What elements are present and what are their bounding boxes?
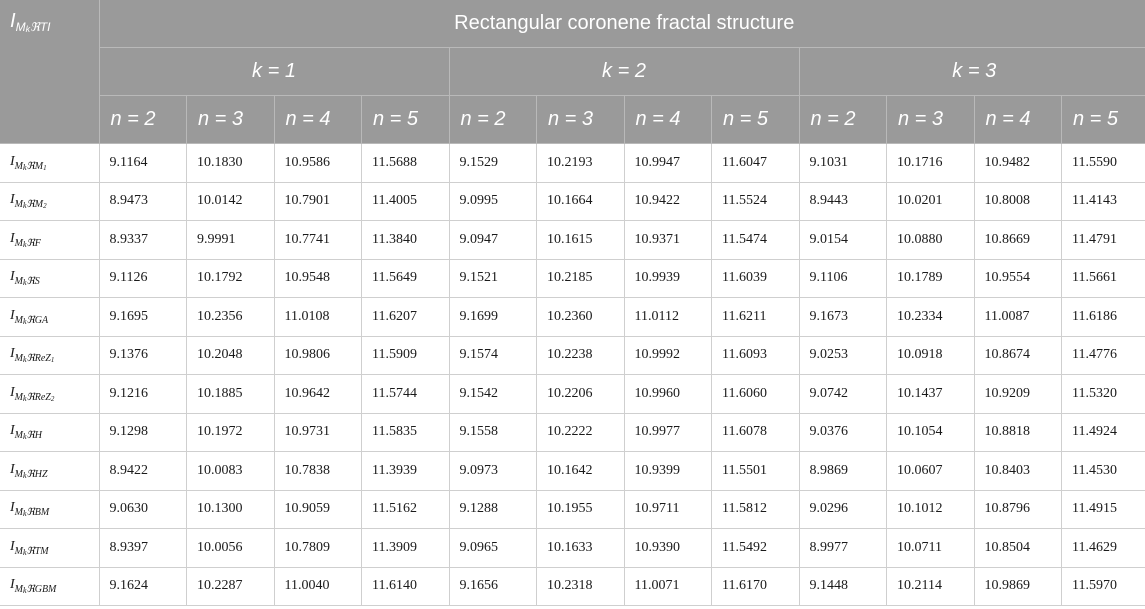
row-label-name: ℜHZ [26,468,48,480]
table-cell: 10.1054 [887,413,975,452]
row-label [0,567,99,606]
table-cell: 10.1789 [887,259,975,298]
table-cell: 11.3840 [362,221,450,260]
table-cell: 10.0201 [887,182,975,221]
table-cell: 10.8403 [974,452,1062,491]
table-cell: 11.6170 [712,567,800,606]
table-row [0,529,1145,568]
table-cell: 11.0040 [274,567,362,606]
row-label [0,375,99,414]
k-group-header: k = 3 [799,48,1145,96]
table-cell: 11.6047 [712,144,800,183]
table-cell: 9.1216 [99,375,187,414]
table-cell: 10.9399 [624,452,712,491]
table-cell: 10.1633 [537,529,625,568]
table-cell: 8.9443 [799,182,887,221]
table-cell: 9.1699 [449,298,537,337]
table-cell: 11.6078 [712,413,800,452]
table-cell: 10.7901 [274,182,362,221]
table-cell: 9.0947 [449,221,537,260]
row-label-prefix-subsub: k [23,239,27,249]
table-cell: 10.1437 [887,375,975,414]
table-cell: 10.1664 [537,182,625,221]
row-label [0,490,99,529]
row-label-prefix: I [10,577,15,593]
table-cell: 11.5492 [712,529,800,568]
table-cell: 11.5162 [362,490,450,529]
table-cell: 8.9869 [799,452,887,491]
table-cell: 11.5970 [1062,567,1145,606]
corner-subsub: k [25,24,31,34]
table-cell: 9.0995 [449,182,537,221]
table-cell: 10.0711 [887,529,975,568]
table-cell: 9.1673 [799,298,887,337]
table-cell: 10.9059 [274,490,362,529]
table-cell: 10.8674 [974,336,1062,375]
row-label-prefix-subsub: k [23,470,27,480]
row-label-prefix-sub: M [14,507,24,519]
row-label-prefix-subsub: k [23,547,27,557]
table-cell: 10.8669 [974,221,1062,260]
table-cell: 10.9731 [274,413,362,452]
table-cell: 9.0973 [449,452,537,491]
row-label [0,221,99,260]
table-cell: 10.2222 [537,413,625,452]
table-cell: 10.1885 [187,375,275,414]
table-cell: 11.5744 [362,375,450,414]
corner-label: I [10,10,16,32]
table-cell: 10.1716 [887,144,975,183]
table-cell: 9.1298 [99,413,187,452]
table-cell: 10.8818 [974,413,1062,452]
table-cell: 10.9371 [624,221,712,260]
table-cell: 10.1792 [187,259,275,298]
table-cell: 9.0742 [799,375,887,414]
k-group-header: k = 1 [99,48,449,96]
row-label [0,452,99,491]
row-label-prefix-sub: M [14,584,24,596]
row-label-name: ℜF [26,237,41,249]
table-cell: 10.8504 [974,529,1062,568]
table-cell: 10.2360 [537,298,625,337]
row-label-prefix-sub: M [14,237,24,249]
row-label [0,259,99,298]
row-label [0,336,99,375]
table-cell: 10.9209 [974,375,1062,414]
table-cell: 10.9992 [624,336,712,375]
row-label-prefix: I [10,269,15,285]
table-cell: 9.1542 [449,375,537,414]
table-cell: 10.9939 [624,259,712,298]
n-header-cell: n = 4 [974,96,1062,144]
table-cell: 9.0253 [799,336,887,375]
table-cell: 9.1574 [449,336,537,375]
table-cell: 10.0607 [887,452,975,491]
table-cell: 10.8008 [974,182,1062,221]
table-cell: 11.6207 [362,298,450,337]
table-cell: 10.8796 [974,490,1062,529]
table-cell: 10.2334 [887,298,975,337]
table-cell: 9.1656 [449,567,537,606]
table-cell: 10.9947 [624,144,712,183]
table-title: Rectangular coronene fractal structure [99,0,1145,48]
row-label-prefix-sub: M [14,545,24,557]
table-cell: 10.2048 [187,336,275,375]
table-cell: 10.1642 [537,452,625,491]
table-cell: 10.2193 [537,144,625,183]
table-cell: 10.9960 [624,375,712,414]
row-label-prefix: I [10,500,15,516]
table-cell: 10.0056 [187,529,275,568]
row-label-prefix-sub: M [14,391,24,403]
table-cell: 10.9586 [274,144,362,183]
table-header [0,0,1145,144]
table-cell: 9.1376 [99,336,187,375]
table-cell: 8.9977 [799,529,887,568]
table-cell: 10.9711 [624,490,712,529]
table-cell: 10.9977 [624,413,712,452]
table-cell: 11.6060 [712,375,800,414]
table-row [0,182,1145,221]
table-cell: 11.4924 [1062,413,1145,452]
table-cell: 10.0142 [187,182,275,221]
row-label-name: ℜGA [26,314,49,326]
row-label-prefix-sub: M [14,468,24,480]
row-label-name: ℜGBM [26,584,57,596]
table-row [0,413,1145,452]
row-label-prefix: I [10,384,15,400]
table-cell: 9.0630 [99,490,187,529]
table-cell: 11.4915 [1062,490,1145,529]
table-row [0,452,1145,491]
row-label-sub: 1 [43,163,47,172]
table-cell: 11.5909 [362,336,450,375]
table-row [0,336,1145,375]
table-cell: 9.0965 [449,529,537,568]
table-cell: 10.9642 [274,375,362,414]
table-cell: 10.2114 [887,567,975,606]
row-label-prefix-sub: M [14,199,24,211]
table-cell: 11.0087 [974,298,1062,337]
row-label-sub: 2 [43,202,47,211]
table-cell: 9.1288 [449,490,537,529]
table-row [0,221,1145,260]
n-header-cell: n = 3 [537,96,625,144]
row-label-name: ℜReZ [26,391,51,403]
row-label-name: ℜS [26,276,40,288]
row-label-prefix: I [10,423,15,439]
table-cell: 10.2185 [537,259,625,298]
table-cell: 10.7741 [274,221,362,260]
table-row [0,144,1145,183]
corner-sub: M [15,20,26,34]
table-cell: 9.1521 [449,259,537,298]
table-cell: 11.0112 [624,298,712,337]
table-cell: 10.2287 [187,567,275,606]
table-cell: 10.0083 [187,452,275,491]
table-cell: 9.1031 [799,144,887,183]
row-label-prefix: I [10,346,15,362]
table-cell: 9.1529 [449,144,537,183]
table-cell: 10.7838 [274,452,362,491]
row-label-prefix-sub: M [14,314,24,326]
row-label-name: ℜM [26,160,44,172]
table-cell: 8.9473 [99,182,187,221]
row-label-prefix: I [10,192,15,208]
n-header-cell: n = 5 [712,96,800,144]
table-cell: 8.9422 [99,452,187,491]
table-cell: 9.1106 [799,259,887,298]
table-cell: 11.6140 [362,567,450,606]
table-cell: 10.9548 [274,259,362,298]
table-cell: 9.1695 [99,298,187,337]
table-cell: 11.5661 [1062,259,1145,298]
table-row [0,298,1145,337]
table-cell: 11.4776 [1062,336,1145,375]
n-header-cell: n = 2 [449,96,537,144]
row-label-prefix-subsub: k [23,316,27,326]
table-cell: 11.3939 [362,452,450,491]
row-label-prefix-subsub: k [23,278,27,288]
corner-suffix: ℜTI [30,20,51,34]
table-cell: 10.2238 [537,336,625,375]
row-label-sub: 2 [50,394,55,403]
table-cell: 10.9554 [974,259,1062,298]
table-cell: 11.6093 [712,336,800,375]
table-cell: 11.5474 [712,221,800,260]
n-header-cell: n = 2 [799,96,887,144]
table-cell: 11.4629 [1062,529,1145,568]
row-label-name: ℜTM [26,545,49,557]
n-header-cell: n = 5 [362,96,450,144]
table-cell: 9.1624 [99,567,187,606]
row-label-prefix: I [10,230,15,246]
row-label-prefix: I [10,153,15,169]
row-label-prefix-sub: M [14,430,24,442]
table-cell: 10.0880 [887,221,975,260]
table-cell: 11.5320 [1062,375,1145,414]
table-cell: 10.2356 [187,298,275,337]
table-cell: 9.1164 [99,144,187,183]
n-header-cell: n = 5 [1062,96,1145,144]
table-cell: 10.1955 [537,490,625,529]
table-cell: 11.5649 [362,259,450,298]
table-row [0,490,1145,529]
row-label [0,529,99,568]
row-label-prefix-subsub: k [23,355,27,365]
table-cell: 11.5524 [712,182,800,221]
row-label-name: ℜH [26,430,42,442]
table-cell: 11.5501 [712,452,800,491]
table-cell: 9.9991 [187,221,275,260]
n-header-cell: n = 4 [624,96,712,144]
table-cell: 10.1972 [187,413,275,452]
row-label-prefix-subsub: k [23,201,27,211]
table-cell: 8.9337 [99,221,187,260]
table-cell: 9.0296 [799,490,887,529]
row-label-prefix-subsub: k [23,162,27,172]
table-cell: 10.1012 [887,490,975,529]
table-cell: 10.2206 [537,375,625,414]
table-cell: 11.5688 [362,144,450,183]
row-label-prefix-subsub: k [23,393,27,403]
row-label-prefix: I [10,307,15,323]
row-label-prefix-subsub: k [23,509,27,519]
row-label-prefix-subsub: k [23,432,27,442]
table-cell: 11.6186 [1062,298,1145,337]
table-cell: 10.1300 [187,490,275,529]
table-cell: 10.0918 [887,336,975,375]
table-cell: 11.6039 [712,259,800,298]
n-header-cell: n = 4 [274,96,362,144]
row-label-prefix: I [10,538,15,554]
table-cell: 9.1448 [799,567,887,606]
n-header-cell: n = 2 [99,96,187,144]
table-row [0,375,1145,414]
table-cell: 10.9869 [974,567,1062,606]
table-cell: 8.9397 [99,529,187,568]
corner-header [0,0,99,144]
table-cell: 11.0071 [624,567,712,606]
table-cell: 11.4530 [1062,452,1145,491]
table-cell: 10.2318 [537,567,625,606]
row-label [0,298,99,337]
row-label-name: ℜBM [26,507,50,519]
table-cell: 11.4143 [1062,182,1145,221]
table-cell: 10.9422 [624,182,712,221]
row-label-prefix-subsub: k [23,586,27,596]
table-row [0,259,1145,298]
table-cell: 9.1558 [449,413,537,452]
row-label-prefix: I [10,461,15,477]
table-cell: 9.1126 [99,259,187,298]
row-label-name: ℜReZ [26,353,51,365]
table-cell: 9.0376 [799,413,887,452]
table-cell: 10.7809 [274,529,362,568]
table-cell: 11.0108 [274,298,362,337]
table-cell: 11.5590 [1062,144,1145,183]
table-cell: 9.0154 [799,221,887,260]
table-cell: 10.1615 [537,221,625,260]
table-cell: 10.9806 [274,336,362,375]
k-group-header: k = 2 [449,48,799,96]
table-cell: 10.1830 [187,144,275,183]
row-label [0,182,99,221]
table-row [0,567,1145,606]
row-label [0,413,99,452]
table-cell: 11.4791 [1062,221,1145,260]
table-cell: 11.3909 [362,529,450,568]
row-label-prefix-sub: M [14,160,24,172]
table-body [0,144,1145,606]
n-header-cell: n = 3 [887,96,975,144]
row-label-sub: 1 [50,356,55,365]
row-label-prefix-sub: M [14,353,24,365]
table-cell: 10.9482 [974,144,1062,183]
table-cell: 11.6211 [712,298,800,337]
n-header-cell: n = 3 [187,96,275,144]
n-header-row [0,96,1145,144]
table-cell: 11.5835 [362,413,450,452]
table-cell: 11.5812 [712,490,800,529]
row-label [0,144,99,183]
row-label-prefix-sub: M [14,276,24,288]
table-cell: 11.4005 [362,182,450,221]
row-label-name: ℜM [26,199,44,211]
table-cell: 10.9390 [624,529,712,568]
